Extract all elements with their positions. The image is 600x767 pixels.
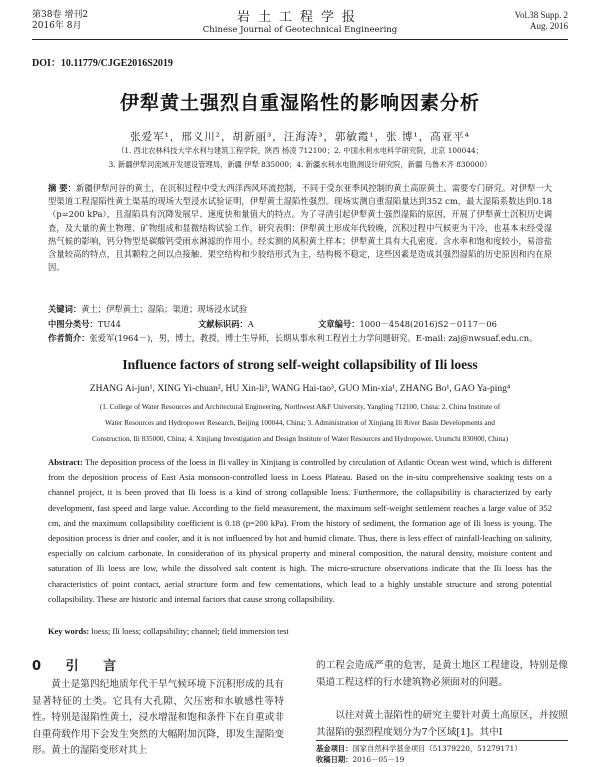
journal-name-en: Chinese Journal of Geotechnical Engineering — [202, 25, 398, 35]
keywords-en-text: loess; Ili loess; collapsibility; channel; field immersion test — [91, 627, 289, 636]
abstract-cn-label: 摘 要： — [48, 183, 76, 193]
doc-code-label: 文献标识码： — [198, 319, 248, 329]
paper-title-en: Influence factors of strong self-weight collapsibility of Ili loess — [122, 357, 478, 372]
article-no-label: 文章编号： — [318, 319, 360, 329]
classification-row — [48, 318, 552, 330]
keywords-en — [48, 626, 552, 638]
fund-line — [316, 743, 568, 754]
section-heading: 0 引 言 — [32, 659, 127, 674]
affiliation-en-line: Construction, Ili 835000, China; 4. Xinjiang Investigation and Design Institute of Water Resources and Hydropower, Urumchi 830000, China) — [91, 434, 509, 443]
abstract-cn — [48, 182, 552, 302]
abstract-en-text: The deposition process of the loess in Ili valley in Xinjiang is controlled by circulation of Atlantic Ocean west wind, which is different from the deposition process of East Asia monsoon-controlled loess in Loess Plateau. Based on the in-situ comprehensive soaking tests on a channel project, it is been proved that Ili loess is a kind of strong collapsible loess. Furthermore, the collapsibility is characterized by early development, fast speed and large value. According to the field measurement, the maximum self-weight settlement reaches a large value of 352 cm, and the maximum collapsibility coefficient is 0.18 (p=200 kPa). From the history of sediment, the formation age of Ili loess is young. The deposition process is drier and cooler, and it is not influenced by hot and humid climate. Thus, there is less effect of rainfall-leaching on salinity, especially on calcium carbonate. In consideration of its physical property and mineral composition, the natural density, moisture content and saturation of Ili loess are low, while the dissolved salt content is high. The micro-structure observations indicate that the Ili loess has the characteristics of point contact, aerial structure form and few cementations, which lead to a highly unstable structure and strong potential collapsibility. These are historic and internal factors that cause strong collapsibility. — [48, 457, 552, 604]
journal-name-cn: 岩土工程学报 — [236, 10, 363, 25]
author-note-label: 作者简介： — [48, 333, 90, 343]
footnote — [316, 740, 568, 765]
received-date: 2016－05－19 — [352, 755, 405, 764]
authors-en: ZHANG Ai-jun¹, XING Yi-chuan², HU Xin-li³, WANG Hai-tao³, GUO Min-xia¹, ZHANG Bo¹, GAO Ya-ping⁴ — [89, 384, 511, 394]
doi: DOI：10.11779/CJGE2016S2019 — [32, 58, 173, 69]
received-line — [316, 754, 568, 765]
authors-cn: 张爱军¹，邢义川²，胡新丽³，汪海涛³，郭敏霞¹，张 博¹，高亚平⁴ — [130, 131, 470, 143]
author-note — [48, 332, 552, 344]
fund-label: 基金项目： — [316, 744, 353, 753]
journal-header — [32, 10, 568, 40]
abstract-en-label: Abstract: — [48, 457, 83, 467]
keywords-cn-label: 关键词： — [48, 304, 82, 314]
keywords-cn — [48, 303, 552, 315]
author-note-text: 张爱军(1964－)，男，博士，教授，博士生导师，长期从事水利工程岩土力学问题研究。E-mail: zaj@nwsuaf.edu.cn。 — [89, 333, 538, 343]
abstract-en — [48, 455, 552, 625]
keywords-cn-text: 黄土；伊犁黄土；湿陷；渠道；现场浸水试验 — [81, 304, 248, 314]
body-paragraph: 以往对黄土湿陷性的研究主要针对黄土高原区，并按照其湿陷的强烈程度划分为7个区域[1]。其中Ⅰ — [316, 710, 568, 738]
body-column-right — [316, 658, 568, 740]
doc-code-value: A — [247, 319, 254, 329]
clc-label: 中图分类号： — [48, 319, 98, 329]
volume-en: Vol.38 Supp. 2 — [514, 10, 568, 20]
affiliation-en-line: (1. College of Water Resources and Architectural Engineering, Northwest A&F University, Yangling 712100, China; 2. China Institute of — [99, 402, 501, 411]
body-paragraph: 的工程会造成严重的危害，是黄土地区工程建设，特别是像渠道工程这样的行水建筑物必须面对的问题。 — [316, 660, 568, 688]
body-paragraph: 黄土是第四纪地质年代干旱气候环境下沉积形成的具有显著特征的土类。它具有大孔隙、欠压密和水敏感性等特性。特别是湿陷性黄土，浸水增湿和饱和条件下在自重或非自重荷载作用下会发生突然的大幅附加沉降，即发生湿陷变形。黄土的湿陷变形对其上 — [32, 679, 284, 756]
volume-issue: 第38卷 增刊2 — [32, 10, 89, 20]
date-en: Aug. 2016 — [530, 21, 568, 31]
abstract-cn-text: 新疆伊犁河谷的黄土，在沉积过程中受大西洋西风环流控制，不同于受东亚季风控制的黄土高原黄土。需要专门研究。对伊犁一大型渠道工程湿陷性黄土渠基的现场大型浸水试验证明，伊犁黄土湿陷性强烈。现场实测自重湿陷量达到352 cm，最大湿陷系数达到0.18（p=200 kPa），且湿陷具有沉降发展早、速度快和量值大的特点。为了寻清引起伊犁黄土强烈湿陷的原因，开展了伊犁黄土沉积历史调查，及大量的黄土物理、矿物组成和显微结构试验工作，研究表明：伊犁黄土形成年代较晚，沉积过程中气候更为干冷，也基本未经受湿热气候的影响，钙分物型是碳酸钙受雨水淋滤的作用小。经实测的风积黄土样本；伊犁黄土具有大孔密度、含水率和饱和度较小，易溶盐含量较高的特点，且其颗粒之间以点接触、架空结构和少胶结形式为主，结构极不稳定，这些因素是造成其强烈湿陷的历史原因和内在原因。 — [48, 183, 552, 273]
year-month: 2016年 8月 — [32, 21, 82, 31]
fund-text: 国家自然科学基金项目（51379220，51279171） — [352, 744, 522, 753]
clc-value: TU44 — [97, 319, 121, 329]
affiliation-en-line: Water Resources and Hydropower Research, Beijing 100044, China; 3. Administration of Xinjiang Ili River Basin Developments and — [105, 418, 495, 427]
paper-title-cn: 伊犁黄土强烈自重湿陷性的影响因素分析 — [119, 92, 480, 114]
article-no-value: 1000－4548(2016)S2－0117－06 — [359, 319, 497, 329]
header-center — [32, 10, 568, 35]
received-label: 收稿日期： — [316, 755, 353, 764]
affiliation-cn-line: 3. 新疆伊犁河流域开发建设管理局，新疆 伊犁 835000；4. 新疆水利水电勘测设计研究院，新疆 乌鲁木齐 830000） — [108, 160, 492, 169]
affiliation-cn-line: （1. 西北农林科技大学水利与建筑工程学院，陕西 杨凌 712100；2. 中国水利水电科学研究院，北京 100044； — [117, 146, 483, 155]
keywords-en-label: Key words: — [48, 627, 90, 636]
header-right — [515, 10, 568, 32]
body-column-left — [32, 658, 284, 761]
